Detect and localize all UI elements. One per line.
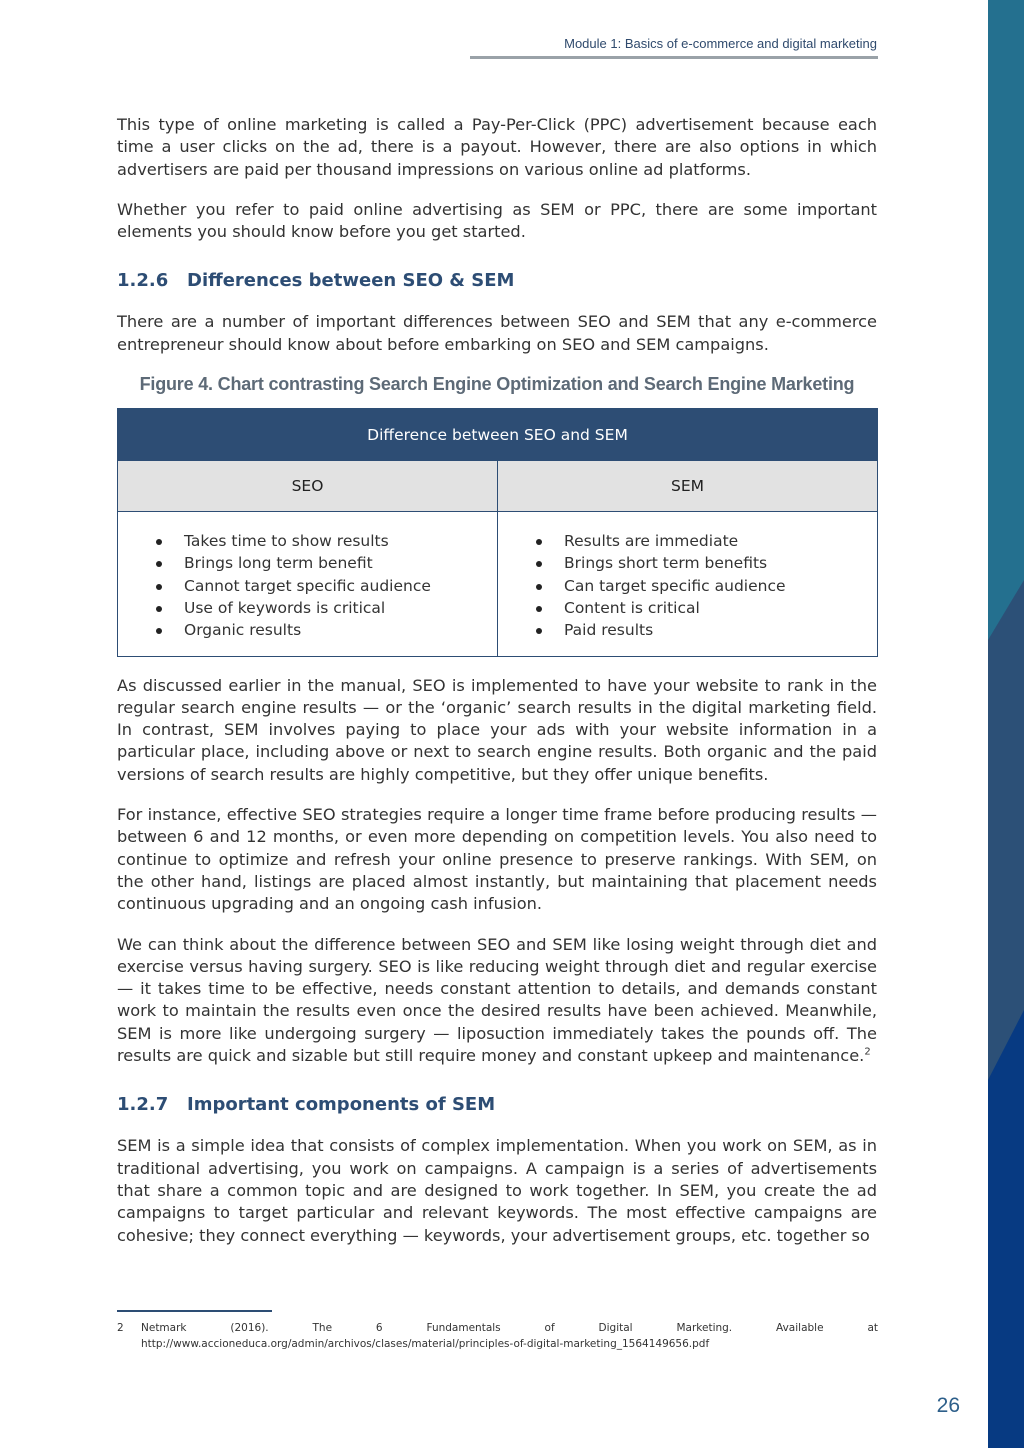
column-header-sem: SEM xyxy=(498,461,878,512)
section-heading-1-2-6 xyxy=(117,269,877,293)
list-item: Brings long term benefit xyxy=(148,552,497,574)
seo-list xyxy=(118,530,497,641)
page-number: 26 xyxy=(936,1394,960,1417)
list-item: Content is critical xyxy=(528,597,877,619)
section-heading-1-2-7 xyxy=(117,1093,877,1117)
list-item: Results are immediate xyxy=(528,530,877,552)
section-number: 1.2.7 xyxy=(117,1094,169,1116)
list-item: Organic results xyxy=(148,619,497,641)
list-item: Use of keywords is critical xyxy=(148,597,497,619)
paragraph-text: We can think about the difference between SEO and SEM like losing weight through diet and exercise versus having surgery. SEO is like reducing weight through diet and regular exercise — it takes time to be effective, needs constant attention to details, and demands constant work to maintain the results even once the desired results have been achieved. Meanwhile, SEM is more like undergoing surgery — liposuction immediately takes the pounds off. The results are quick and sizable but still require money and constant upkeep and maintenance. xyxy=(117,934,877,1066)
running-header: Module 1: Basics of e-commerce and digital marketing xyxy=(564,36,877,51)
sem-list xyxy=(498,530,877,641)
paragraph xyxy=(117,934,877,1068)
footnote xyxy=(117,1320,878,1352)
list-item: Takes time to show results xyxy=(148,530,497,552)
section-title: Important components of SEM xyxy=(187,1094,496,1116)
footnote-rule xyxy=(117,1310,272,1312)
footnote-text: Netmark (2016). The 6 Fundamentals of Digital Marketing. Available at http://www.accioneduca.org/admin/archivos/clases/material/principles-of-digital-marketing_1564149656.pdf xyxy=(141,1322,878,1350)
paragraph: Whether you refer to paid online advertising as SEM or PPC, there are some important elements you should know before you get started. xyxy=(117,199,877,242)
paragraph: For instance, effective SEO strategies require a longer time frame before producing results — between 6 and 12 months, or even more depending on competition levels. You also need to continue to optimize and refresh your online presence to preserve rankings. With SEM, on the other hand, listings are placed almost instantly, but maintaining that placement needs continuous upgrading and an ongoing cash infusion. xyxy=(117,805,877,914)
figure-caption: Figure 4. Chart contrasting Search Engine Optimization and Search Engine Marketing xyxy=(139,374,855,395)
seo-sem-comparison-table xyxy=(117,408,878,656)
list-item: Cannot target specific audience xyxy=(148,575,497,597)
paragraph: There are a number of important differences between SEO and SEM that any e-commerce entrepreneur should know about before embarking on SEO and SEM campaigns. xyxy=(117,312,877,354)
section-number: 1.2.6 xyxy=(117,270,169,292)
decorative-side-band xyxy=(988,0,1024,1448)
table-title: Difference between SEO and SEM xyxy=(118,409,878,461)
paragraph: As discussed earlier in the manual, SEO is implemented to have your website to rank in the regular search engine results — or the ‘organic’ search results in the digital marketing field. In contrast, SEM involves paying to place your ads with your website information in a particular place, including above or next to search engine results. Both organic and the paid versions of search results are highly competitive, but they offer unique benefits. xyxy=(117,675,877,784)
paragraph: SEM is a simple idea that consists of complex implementation. When you work on SEM, as in traditional advertising, you work on campaigns. A campaign is a series of advertisements that share a common topic and are designed to work together. In SEM, you create the ad campaigns to target particular and relevant keywords. The most effective campaigns are cohesive; they connect everything — keywords, your advertisement groups, etc. together so xyxy=(117,1136,877,1245)
header-rule xyxy=(470,56,878,59)
page-content xyxy=(117,114,877,1265)
footnote-reference[interactable]: 2 xyxy=(864,1046,871,1058)
section-title: Differences between SEO & SEM xyxy=(187,270,515,292)
paragraph: This type of online marketing is called a Pay-Per-Click (PPC) advertisement because each time a user clicks on the ad, there is a payout. However, there are also options in which advertisers are paid per thousand impressions on various online ad platforms. xyxy=(117,115,877,179)
footnote-number: 2 xyxy=(117,1322,124,1334)
seo-cell xyxy=(118,512,498,656)
column-header-seo: SEO xyxy=(118,461,498,512)
sem-cell xyxy=(498,512,878,656)
list-item: Can target specific audience xyxy=(528,575,877,597)
list-item: Brings short term benefits xyxy=(528,552,877,574)
list-item: Paid results xyxy=(528,619,877,641)
